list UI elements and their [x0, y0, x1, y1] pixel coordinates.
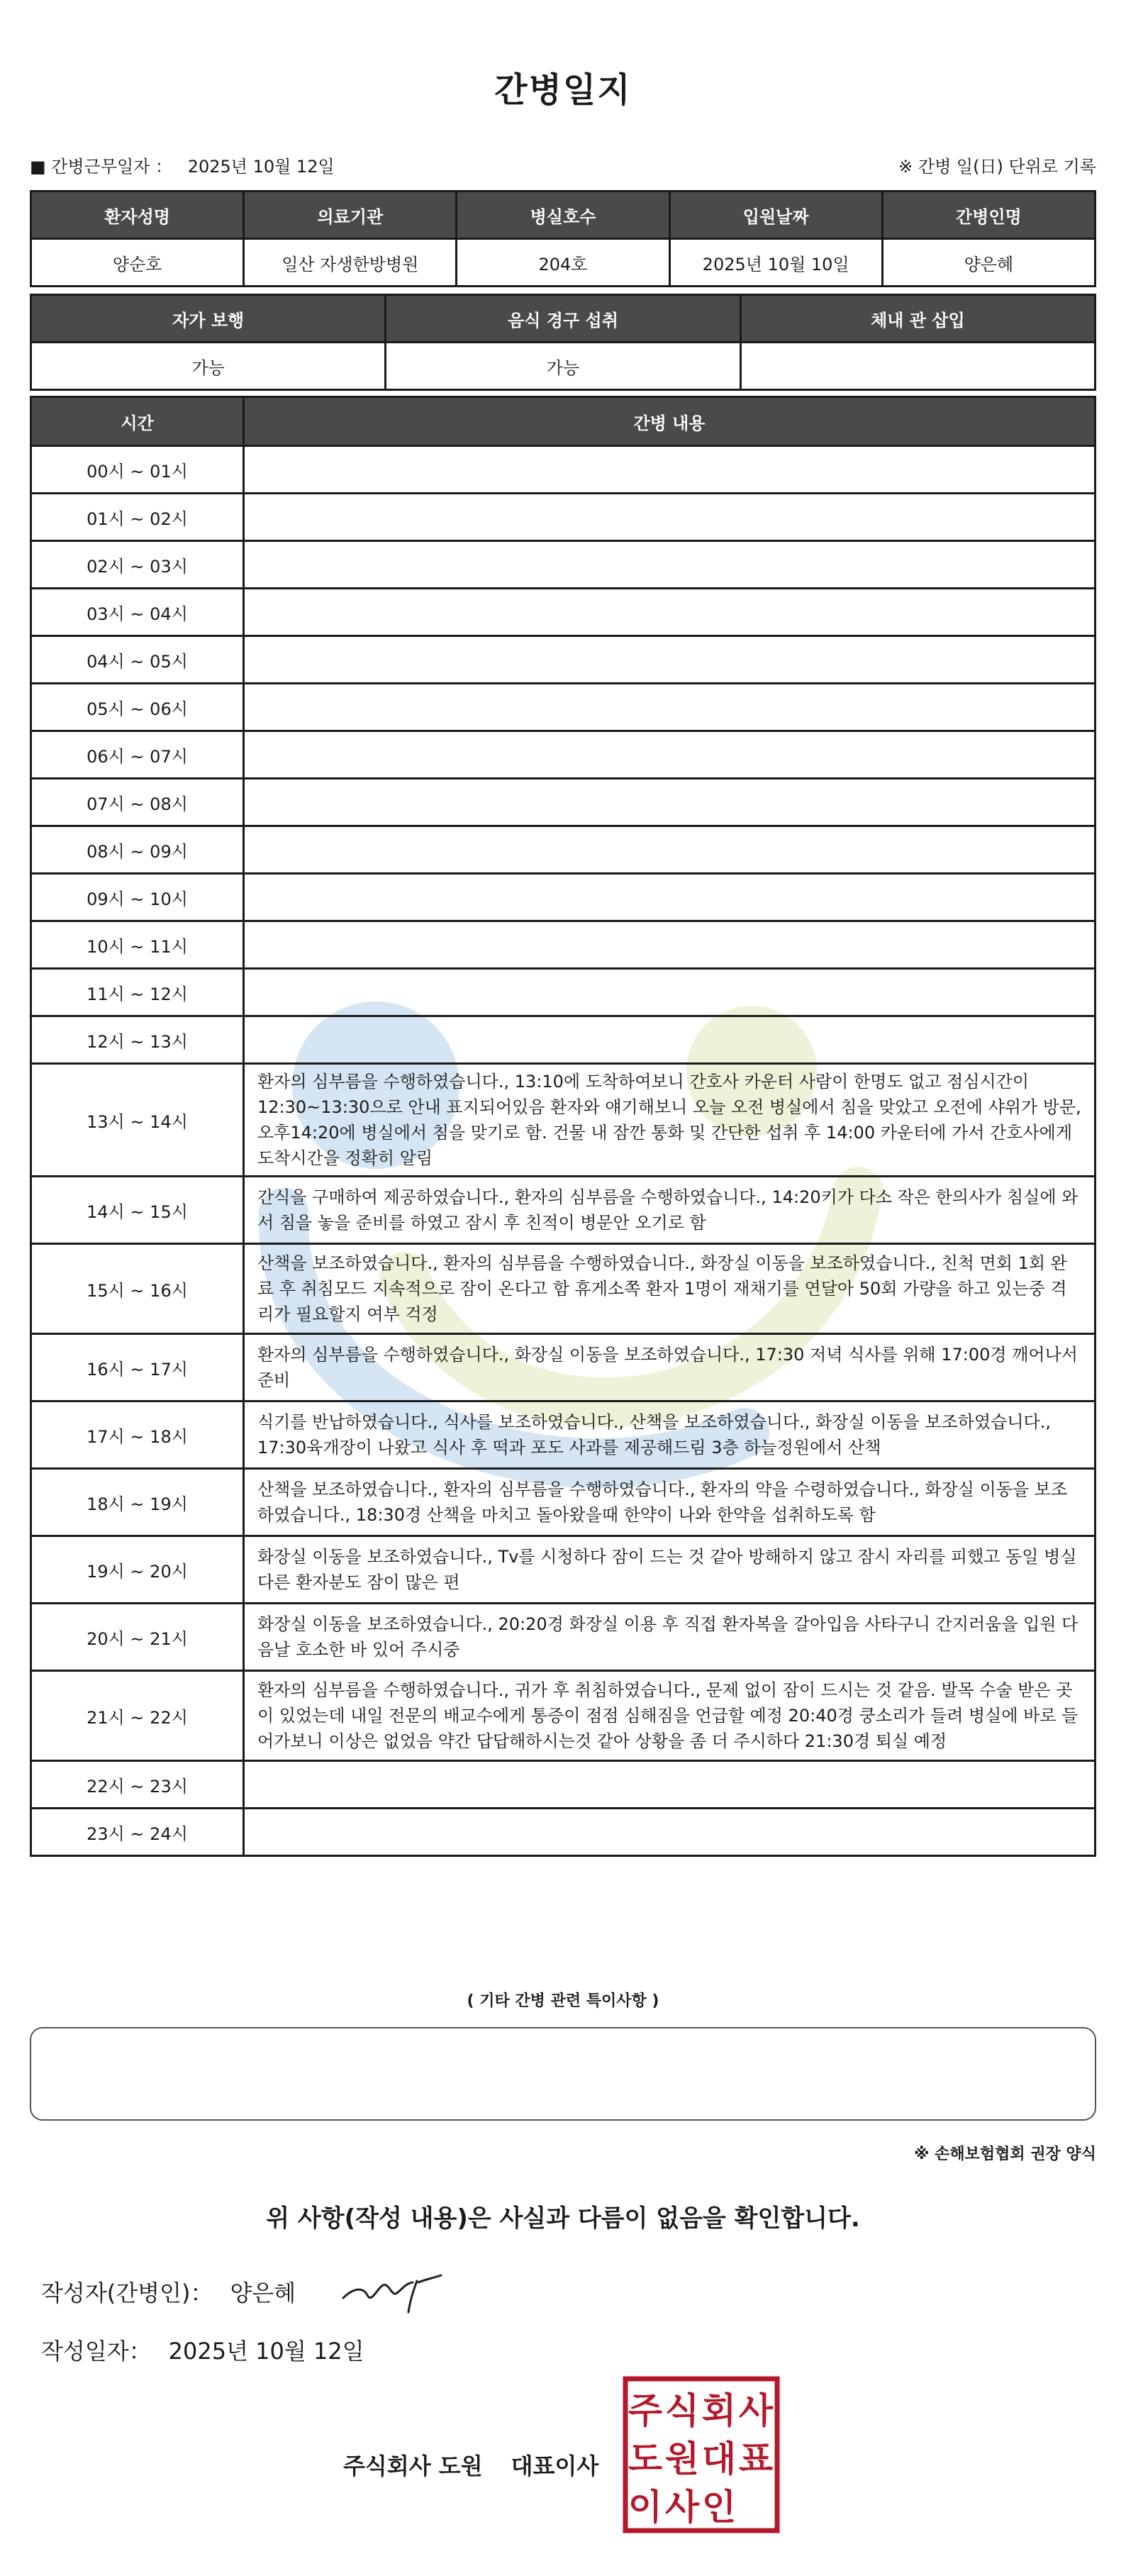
log-row — [31, 1469, 1096, 1536]
log-time: 00시 ~ 01시 — [31, 446, 244, 494]
log-content — [244, 921, 1096, 969]
log-row — [31, 1177, 1096, 1244]
company-title: 대표이사 — [511, 2453, 599, 2480]
log-content — [244, 684, 1096, 731]
log-row — [31, 1016, 1096, 1064]
log-row — [31, 874, 1096, 921]
log-time: 08시 ~ 09시 — [31, 826, 244, 874]
log-row — [31, 446, 1096, 494]
log-time: 03시 ~ 04시 — [31, 589, 244, 636]
care-log-header-row — [31, 397, 1096, 446]
log-time: 09시 ~ 10시 — [31, 874, 244, 921]
log-content: 산책을 보조하였습니다., 환자의 심부름을 수행하였습니다., 환자의 약을 수령하였습니다., 화장실 이동을 보조하였습니다., 18:30경 산책을 마치고 돌아왔을때 한약이 나와 한약을 섭취하도록 함 — [244, 1469, 1096, 1536]
seal-char: 이 — [628, 2487, 663, 2528]
writer-line — [41, 2275, 296, 2308]
log-row — [31, 494, 1096, 541]
log-content — [244, 494, 1096, 541]
patient-info-table — [30, 190, 1096, 287]
seal-char: 원 — [664, 2438, 700, 2480]
log-row — [31, 1536, 1096, 1604]
patient-info-header-row — [31, 191, 1096, 239]
seal-char: 주 — [628, 2390, 663, 2431]
log-row — [31, 921, 1096, 969]
write-date-value: 2025년 10월 12일 — [168, 2338, 364, 2365]
seal-char: 표 — [738, 2438, 774, 2480]
hospital-name: 일산 자생한방병원 — [244, 239, 457, 287]
log-row — [31, 1809, 1096, 1856]
log-row — [31, 1761, 1096, 1809]
header-oral-intake: 음식 경구 섭취 — [386, 295, 740, 343]
company-name: 주식회사 도원 — [343, 2453, 483, 2480]
seal-char: 인 — [701, 2487, 737, 2528]
tube-insertion-value — [740, 343, 1095, 390]
header-hospital: 의료기관 — [244, 191, 457, 239]
log-content — [244, 779, 1096, 826]
log-content — [244, 1809, 1096, 1856]
seal-char: 대 — [701, 2438, 737, 2480]
log-content — [244, 589, 1096, 636]
caregiver-name: 양은혜 — [882, 239, 1095, 287]
log-time: 16시 ~ 17시 — [31, 1334, 244, 1401]
page-title: 간병일지 — [494, 70, 632, 110]
writer-label: 작성자(간병인)： — [41, 2280, 213, 2306]
log-time: 13시 ~ 14시 — [31, 1064, 244, 1177]
company-line — [343, 2448, 598, 2481]
log-content: 화장실 이동을 보조하였습니다., 20:20경 화장실 이용 후 직접 환자복을 갈아입음 사타구니 간지러움을 입원 다음날 호소한 바 있어 주시중 — [244, 1604, 1096, 1671]
log-row — [31, 1064, 1096, 1177]
header-admission-date: 입원날짜 — [669, 191, 882, 239]
log-content: 환자의 심부름을 수행하였습니다., 13:10에 도착하여보니 간호사 카운터 사람이 한명도 없고 점심시간이 12:30~13:30으로 안내 표지되어있음 환자와 얘기해보니 오늘 오전 병실에서 침을 맞았고 오전에 샤위가 방문, 오후14:20에 병실에서 침을 맞기로 함. 건물 내 잠깐 통화 및 간단한 섭취 후 14:00 카운터에 가서 간호사에게 도착시간을 정확히 알림 — [244, 1064, 1096, 1177]
log-time: 18시 ~ 19시 — [31, 1469, 244, 1536]
log-content: 화장실 이동을 보조하였습니다., Tv를 시청하다 잠이 드는 것 같아 방해하지 않고 잠시 자리를 피했고 동일 병실 다른 환자분도 잠이 많은 편 — [244, 1536, 1096, 1604]
log-time: 17시 ~ 18시 — [31, 1401, 244, 1469]
log-time: 12시 ~ 13시 — [31, 1016, 244, 1064]
ability-header-row — [31, 295, 1096, 343]
self-walking-value: 가능 — [31, 343, 386, 390]
log-time: 15시 ~ 16시 — [31, 1244, 244, 1334]
log-content: 식기를 반납하였습니다., 식사를 보조하였습니다., 산책을 보조하였습니다., 화장실 이동을 보조하였습니다., 17:30육개장이 나왔고 식사 후 떡과 포도 사과를 제공해드림 3층 하늘정원에서 산책 — [244, 1401, 1096, 1469]
ability-value-row — [31, 343, 1096, 390]
write-date-label: 작성일자： — [41, 2338, 152, 2365]
room-number: 204호 — [457, 239, 669, 287]
log-content — [244, 826, 1096, 874]
work-date-label: ■ 간병근무일자 ： — [30, 157, 173, 177]
log-time: 06시 ~ 07시 — [31, 731, 244, 779]
log-row — [31, 541, 1096, 589]
log-row — [31, 826, 1096, 874]
log-content — [244, 874, 1096, 921]
log-row — [31, 589, 1096, 636]
log-time: 19시 ~ 20시 — [31, 1536, 244, 1604]
log-content: 환자의 심부름을 수행하였습니다., 귀가 후 취침하였습니다., 문제 없이 잠이 드시는 것 같음. 발목 수술 받은 곳이 있었는데 내일 전문의 배교수에게 통증이 점점 심해짐을 언급할 예정 20:40경 쿵소리가 들려 병실에 바로 들어가보니 이상은 없었음 약간 답답해하시는것 같아 상황을 좀 더 주시하다 21:30경 퇴실 예정 — [244, 1671, 1096, 1761]
notes-title: ( 기타 간병 관련 특이사항 ) — [467, 1992, 659, 2010]
recommend-note: ※ 손해보험협회 권장 양식 — [914, 2145, 1096, 2163]
unit-note: ※ 간병 일(日) 단위로 기록 — [898, 157, 1096, 177]
care-log-table — [30, 396, 1096, 1857]
log-time: 10시 ~ 11시 — [31, 921, 244, 969]
log-content — [244, 1016, 1096, 1064]
log-time: 21시 ~ 22시 — [31, 1671, 244, 1761]
header-time: 시간 — [31, 397, 244, 446]
admission-date: 2025년 10월 10일 — [669, 239, 882, 287]
patient-info-value-row — [31, 239, 1096, 287]
ability-table — [30, 294, 1096, 391]
header-self-walking: 자가 보행 — [31, 295, 386, 343]
log-content — [244, 969, 1096, 1016]
log-row — [31, 969, 1096, 1016]
seal-char: 식 — [664, 2390, 700, 2431]
seal-char: 사 — [738, 2390, 774, 2431]
log-content — [244, 1761, 1096, 1809]
log-row — [31, 636, 1096, 684]
seal-char: 사 — [664, 2487, 700, 2528]
log-time: 04시 ~ 05시 — [31, 636, 244, 684]
log-content: 산책을 보조하였습니다., 환자의 심부름을 수행하였습니다., 화장실 이동을 보조하였습니다., 친척 면회 1회 완료 후 취침모드 지속적으로 잠이 온다고 함 휴게소쪽 환자 1명이 재채기를 연달아 50회 가량을 하고 있는중 격리가 필요할지 여부 걱정 — [244, 1244, 1096, 1334]
patient-name: 양순호 — [31, 239, 244, 287]
log-content — [244, 446, 1096, 494]
notes-box — [30, 2027, 1096, 2121]
log-time: 14시 ~ 15시 — [31, 1177, 244, 1244]
header-patient-name: 환자성명 — [31, 191, 244, 239]
log-row — [31, 731, 1096, 779]
log-time: 20시 ~ 21시 — [31, 1604, 244, 1671]
log-row — [31, 1334, 1096, 1401]
header-tube-insertion: 체내 관 삽입 — [740, 295, 1095, 343]
log-row — [31, 779, 1096, 826]
work-date-value: 2025년 10월 12일 — [187, 157, 335, 177]
log-time: 22시 ~ 23시 — [31, 1761, 244, 1809]
log-content — [244, 636, 1096, 684]
header-caregiver: 간병인명 — [882, 191, 1095, 239]
seal-char: 회 — [701, 2390, 737, 2431]
log-content — [244, 731, 1096, 779]
header-room: 병실호수 — [457, 191, 669, 239]
log-time: 05시 ~ 06시 — [31, 684, 244, 731]
work-date-line — [30, 152, 335, 177]
header-care-content: 간병 내용 — [244, 397, 1096, 446]
log-time: 11시 ~ 12시 — [31, 969, 244, 1016]
log-row — [31, 684, 1096, 731]
seal-char: 도 — [628, 2438, 663, 2480]
handwritten-signature-icon — [339, 2267, 445, 2316]
log-time: 23시 ~ 24시 — [31, 1809, 244, 1856]
log-content: 환자의 심부름을 수행하였습니다., 화장실 이동을 보조하였습니다., 17:30 저녁 식사를 위해 17:00경 깨어나서 준비 — [244, 1334, 1096, 1401]
writer-name: 양은혜 — [230, 2280, 296, 2306]
log-time: 07시 ~ 08시 — [31, 779, 244, 826]
log-content: 간식을 구매하여 제공하였습니다., 환자의 심부름을 수행하였습니다., 14:20키가 다소 작은 한의사가 침실에 와서 침을 놓을 준비를 하였고 잠시 후 친적이 병문안 오기로 함 — [244, 1177, 1096, 1244]
log-content — [244, 541, 1096, 589]
log-row — [31, 1401, 1096, 1469]
oral-intake-value: 가능 — [386, 343, 740, 390]
log-row — [31, 1604, 1096, 1671]
log-time: 01시 ~ 02시 — [31, 494, 244, 541]
log-time: 02시 ~ 03시 — [31, 541, 244, 589]
log-row — [31, 1244, 1096, 1334]
log-row — [31, 1671, 1096, 1761]
red-company-seal-icon — [623, 2376, 780, 2533]
confirmation-statement: 위 사항(작성 내용)은 사실과 다름이 없음을 확인합니다. — [266, 2204, 860, 2233]
write-date-line — [41, 2333, 364, 2366]
